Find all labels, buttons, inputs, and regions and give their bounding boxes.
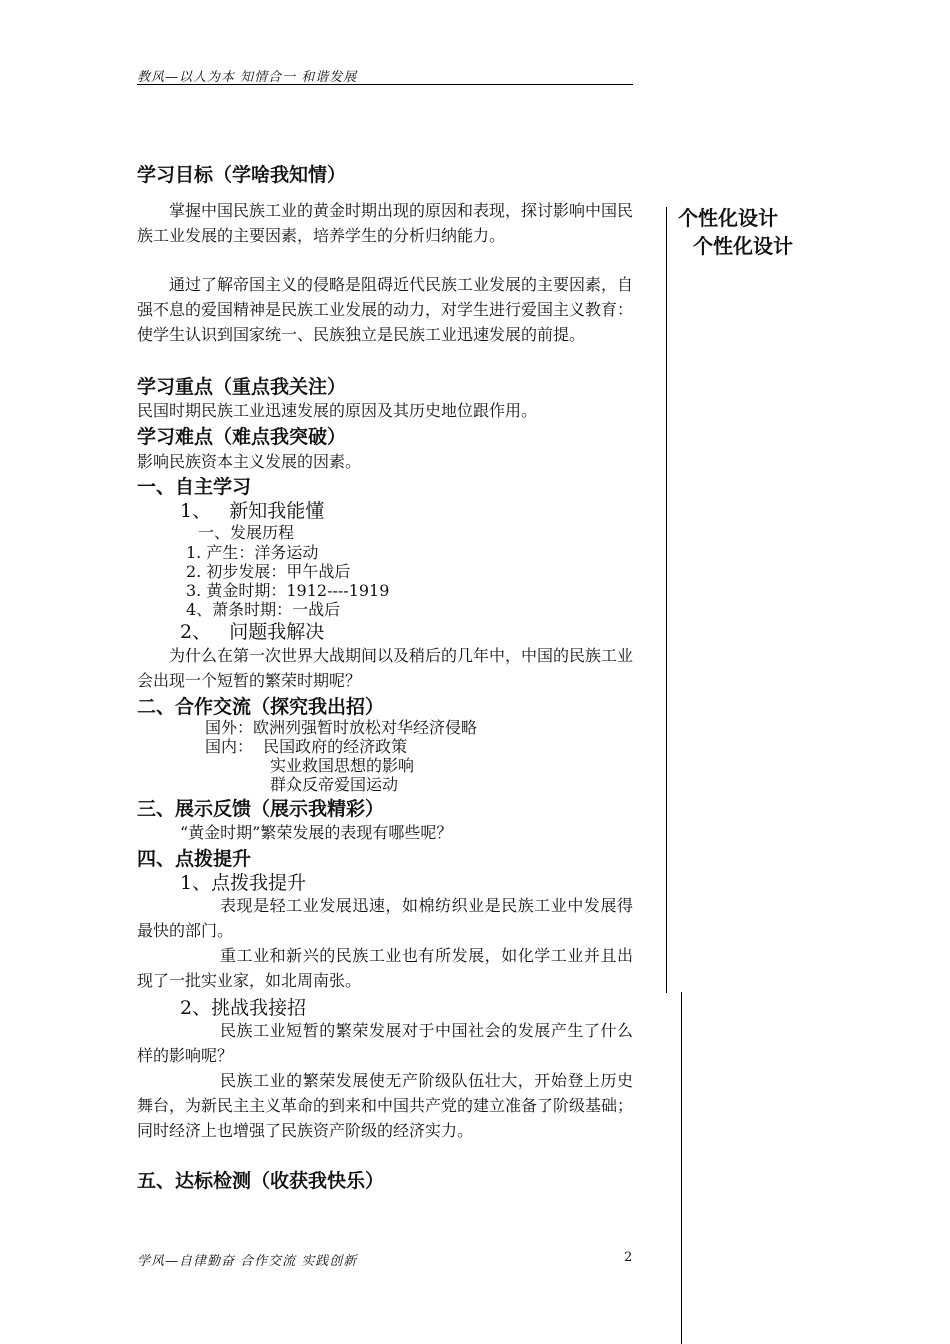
section2-heading: 二、合作交流（探究我出招）: [137, 696, 385, 718]
section3-question: “黄金时期”繁荣发展的表现有哪些呢？: [180, 823, 453, 842]
section4-paragraph-2-text: 重工业和新兴的民族工业也有所发展，如化学工业并且出现了一批实业家，如北周南张。: [137, 946, 633, 990]
outline-item-2: 2. 初步发展：甲午战后: [186, 562, 351, 581]
section4-paragraph-1: [137, 893, 633, 943]
section4-heading: 四、点拨提升: [137, 848, 252, 870]
page-number: 2: [624, 1250, 633, 1265]
section4-paragraph-4-text: 民族工业的繁荣发展使无产阶级队伍壮大，开始登上历史舞台，为新民主主义革命的到来和中国共产党的建立准备了阶级基础；同时经济上也增强了民族资产阶级的经济实力。: [137, 1071, 634, 1140]
outline-item-1: 1. 产生：洋务运动: [186, 543, 319, 562]
section2-line-4: 群众反帝爱国运动: [270, 775, 399, 794]
outline-item-4: 4、萧条时期：一战后: [186, 600, 341, 619]
section4-paragraph-3-text: 民族工业短暂的繁荣发展对于中国社会的发展产生了什么样的影响呢？: [137, 1021, 633, 1065]
focus-text: 民国时期民族工业迅速发展的原因及其历史地位跟作用。: [137, 401, 538, 420]
section3-heading: 三、展示反馈（展示我精彩）: [137, 798, 385, 820]
outline-item-3: 3. 黄金时期：1912----1919: [186, 581, 390, 600]
sidebar-title: 个性化设计: [678, 206, 778, 230]
objectives-heading: 学习目标（学啥我知情）: [137, 164, 347, 186]
difficulty-text: 影响民族资本主义发展的因素。: [137, 452, 362, 471]
footer-motto: 学风—自律勤奋 合作交流 实践创新: [137, 1254, 358, 1269]
section4-paragraph-4: [137, 1068, 633, 1143]
section4-paragraph-2: [137, 943, 633, 993]
section2-line-3: 实业救国思想的影响: [270, 756, 415, 775]
header-rule: [137, 84, 633, 85]
section1-heading: 一、自主学习: [137, 476, 252, 498]
objectives-paragraph-1: 掌握中国民族工业的黄金时期出现的原因和表现，探讨影响中国民族工业发展的主要因素，培养学生的分析归纳能力。: [137, 201, 634, 245]
difficulty-heading: 学习难点（难点我突破）: [137, 426, 347, 448]
section4-paragraph-3: [137, 1018, 633, 1068]
outline-title: 一、发展历程: [198, 523, 295, 542]
section1-sub1: 1、 新知我能懂: [180, 500, 325, 522]
section5-heading: 五、达标检测（收获我快乐）: [137, 1170, 385, 1192]
section4-sub1: 1、点拨我提升: [180, 872, 307, 894]
sidebar-title-repeat: 个性化设计: [693, 234, 793, 258]
section4-sub2: 2、挑战我接招: [180, 997, 307, 1019]
section2-line-1: 国外：欧洲列强暂时放松对华经济侵略: [205, 718, 478, 737]
section2-line-2: 国内： 民国政府的经济政策: [205, 737, 408, 756]
section1-sub2: 2、 问题我解决: [180, 621, 325, 643]
header-motto: 教风—以人为本 知情合一 和谐发展: [137, 70, 358, 85]
section1-question: 为什么在第一次世界大战期间以及稍后的几年中，中国的民族工业会出现一个短暂的繁荣时期呢？: [137, 646, 634, 690]
focus-heading: 学习重点（重点我关注）: [137, 376, 347, 398]
sidebar-divider: [666, 207, 667, 993]
page-divider: [681, 992, 682, 1344]
section4-paragraph-1-text: 表现是轻工业发展迅速，如棉纺织业是民族工业中发展得最快的部门。: [137, 896, 633, 940]
objectives-paragraph-2: 通过了解帝国主义的侵略是阻碍近代民族工业发展的主要因素，自强不息的爱国精神是民族工业发展的动力，对学生进行爱国主义教育：使学生认识到国家统一、民族独立是民族工业迅速发展的前提。: [137, 275, 634, 344]
